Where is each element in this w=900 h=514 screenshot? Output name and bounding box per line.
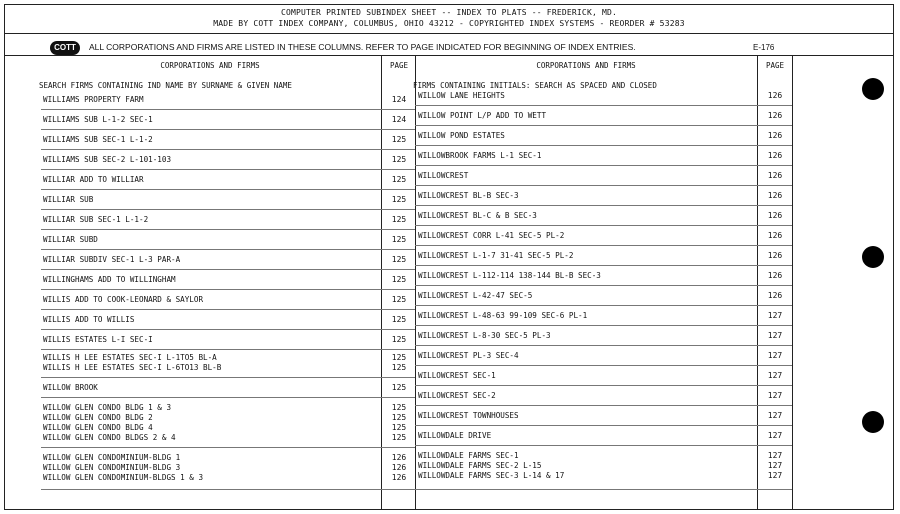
right-entry-page: 127	[767, 461, 783, 470]
left-entry-name: WILLIS H LEE ESTATES SEC-I L-6TO13 BL-B	[43, 363, 222, 372]
divider-middle	[415, 55, 416, 509]
left-entry-name: WILLOW GLEN CONDO BLDGS 2 & 4	[43, 433, 176, 442]
binder-hole-icon	[862, 411, 884, 433]
right-row-rule	[415, 105, 792, 106]
right-row-rule	[415, 345, 792, 346]
divider-left-page	[381, 55, 382, 509]
left-entry-page: 126	[391, 463, 407, 472]
left-entry-page: 124	[391, 115, 407, 124]
column-rule	[5, 55, 893, 56]
right-entry-name: WILLOWCREST BL-C & B SEC-3	[418, 211, 537, 220]
right-row-rule	[415, 425, 792, 426]
left-row-rule	[41, 129, 415, 130]
left-row-rule	[41, 269, 415, 270]
binder-hole-icon	[862, 78, 884, 100]
right-entry-page: 126	[767, 291, 783, 300]
left-entry-name: WILLIAR SUBDIV SEC-1 L-3 PAR-A	[43, 255, 181, 264]
left-entry-page: 125	[391, 175, 407, 184]
right-entry-name: WILLOW POND ESTATES	[418, 131, 505, 140]
left-entry-name: WILLIS ADD TO WILLIS	[43, 315, 135, 324]
left-entry-name: WILLIAR ADD TO WILLIAR	[43, 175, 144, 184]
right-entry-page: 127	[767, 371, 783, 380]
left-entry-page: 126	[391, 453, 407, 462]
left-entry-page: 125	[391, 155, 407, 164]
left-page-heading: PAGE	[389, 61, 409, 70]
right-entry-page: 127	[767, 331, 783, 340]
left-column-subheading: SEARCH FIRMS CONTAINING IND NAME BY SURNAME & GIVEN NAME	[39, 81, 292, 90]
left-entry-page: 125	[391, 383, 407, 392]
right-entry-name: WILLOWCREST CORR L-41 SEC-5 PL-2	[418, 231, 565, 240]
left-row-rule	[41, 397, 415, 398]
right-entry-page: 127	[767, 451, 783, 460]
right-entry-page: 126	[767, 231, 783, 240]
header-rule	[5, 33, 893, 34]
left-entry-page: 125	[391, 335, 407, 344]
left-row-rule	[41, 189, 415, 190]
left-column-heading: CORPORATIONS AND FIRMS	[160, 61, 260, 70]
right-column-heading: CORPORATIONS AND FIRMS	[536, 61, 636, 70]
right-entry-name: WILLOWBROOK FARMS L-1 SEC-1	[418, 151, 542, 160]
left-entry-name: WILLIS ADD TO COOK-LEONARD & SAYLOR	[43, 295, 204, 304]
right-entry-page: 126	[767, 171, 783, 180]
right-entry-name: WILLOW LANE HEIGHTS	[418, 91, 505, 100]
right-entry-name: WILLOWCREST L-48-63 99-109 SEC-6 PL-1	[418, 311, 588, 320]
right-entry-page: 126	[767, 151, 783, 160]
left-entry-page: 125	[391, 255, 407, 264]
left-row-rule	[41, 309, 415, 310]
instructions-notice: ALL CORPORATIONS AND FIRMS ARE LISTED IN THESE COLUMNS. REFER TO PAGE INDICATED FOR BEGINNING OF INDEX ENTRIES.	[89, 42, 636, 52]
left-entry-page: 126	[391, 473, 407, 482]
left-entry-page: 125	[391, 295, 407, 304]
left-entry-page: 125	[391, 315, 407, 324]
left-entry-name: WILLIS ESTATES L-I SEC-I	[43, 335, 153, 344]
right-entry-page: 126	[767, 111, 783, 120]
right-entry-name: WILLOWCREST L-1-7 31-41 SEC-5 PL-2	[418, 251, 574, 260]
left-entry-name: WILLOW GLEN CONDOMINIUM-BLDG 3	[43, 463, 181, 472]
left-row-rule	[41, 249, 415, 250]
right-entry-page: 127	[767, 431, 783, 440]
left-entry-page: 124	[391, 95, 407, 104]
right-entry-name: WILLOWCREST L-42-47 SEC-5	[418, 291, 533, 300]
right-entry-name: WILLOWCREST TOWNHOUSES	[418, 411, 519, 420]
right-row-rule	[415, 165, 792, 166]
right-row-rule	[415, 265, 792, 266]
left-row-rule	[41, 447, 415, 448]
right-entry-page: 126	[767, 251, 783, 260]
right-entry-name: WILLOWCREST BL-B SEC-3	[418, 191, 519, 200]
right-row-rule	[415, 405, 792, 406]
right-entry-page: 127	[767, 471, 783, 480]
left-row-rule	[41, 329, 415, 330]
right-entry-page: 126	[767, 131, 783, 140]
left-entry-name: WILLIAMS PROPERTY FARM	[43, 95, 144, 104]
left-entry-name: WILLIAMS SUB SEC-1 L-1-2	[43, 135, 153, 144]
left-entry-name: WILLIAR SUB SEC-1 L-1-2	[43, 215, 149, 224]
left-entry-page: 125	[391, 135, 407, 144]
left-row-rule	[41, 349, 415, 350]
right-entry-page: 127	[767, 411, 783, 420]
left-row-rule	[41, 109, 415, 110]
right-entry-name: WILLOWDALE FARMS SEC-3 L-14 & 17	[418, 471, 565, 480]
left-entry-name: WILLIAMS SUB L-1-2 SEC-1	[43, 115, 153, 124]
publisher-line: MADE BY COTT INDEX COMPANY, COLUMBUS, OHIO 43212 - COPYRIGHTED INDEX SYSTEMS - REORDER # 53283	[213, 19, 685, 28]
right-row-rule	[415, 125, 792, 126]
right-entry-name: WILLOWCREST L-8-30 SEC-5 PL-3	[418, 331, 551, 340]
left-entry-page: 125	[391, 423, 407, 432]
divider-right-page	[757, 55, 758, 509]
right-entry-name: WILLOWCREST PL-3 SEC-4	[418, 351, 519, 360]
right-entry-name: WILLOW POINT L/P ADD TO WETT	[418, 111, 547, 120]
left-entry-name: WILLIAR SUB	[43, 195, 94, 204]
right-row-rule	[415, 445, 792, 446]
right-row-rule	[415, 365, 792, 366]
right-entry-page: 126	[767, 191, 783, 200]
right-entry-name: WILLOWDALE FARMS SEC-1	[418, 451, 519, 460]
sheet-number: E-176	[753, 43, 775, 52]
right-entry-page: 127	[767, 311, 783, 320]
left-row-rule	[41, 229, 415, 230]
right-entry-page: 127	[767, 351, 783, 360]
left-entry-page: 125	[391, 363, 407, 372]
right-entry-name: WILLOWDALE FARMS SEC-2 L-15	[418, 461, 542, 470]
left-entry-name: WILLOW BROOK	[43, 383, 98, 392]
right-entry-page: 126	[767, 211, 783, 220]
left-row-rule	[41, 377, 415, 378]
left-entry-page: 125	[391, 403, 407, 412]
right-row-rule	[415, 205, 792, 206]
right-row-rule	[415, 325, 792, 326]
right-entry-name: WILLOWCREST	[418, 171, 469, 180]
sheet-title: COMPUTER PRINTED SUBINDEX SHEET -- INDEX TO PLATS -- FREDERICK, MD.	[280, 8, 618, 17]
right-row-rule	[415, 245, 792, 246]
left-entry-name: WILLOW GLEN CONDOMINIUM-BLDG 1	[43, 453, 181, 462]
right-row-rule	[415, 225, 792, 226]
left-entry-name: WILLOW GLEN CONDO BLDG 1 & 3	[43, 403, 172, 412]
divider-margin	[792, 55, 793, 509]
right-row-rule	[415, 489, 792, 490]
right-row-rule	[415, 185, 792, 186]
left-entry-name: WILLINGHAMS ADD TO WILLINGHAM	[43, 275, 176, 284]
left-row-rule	[41, 289, 415, 290]
left-entry-page: 125	[391, 433, 407, 442]
right-entry-name: WILLOWCREST L-112-114 138-144 BL-B SEC-3	[418, 271, 601, 280]
left-row-rule	[41, 169, 415, 170]
right-entry-page: 126	[767, 91, 783, 100]
right-entry-name: WILLOWCREST SEC-2	[418, 391, 496, 400]
right-page-heading: PAGE	[765, 61, 785, 70]
binder-hole-icon	[862, 246, 884, 268]
left-entry-name: WILLOW GLEN CONDO BLDG 4	[43, 423, 153, 432]
cott-logo: COTT	[50, 41, 80, 55]
left-entry-page: 125	[391, 413, 407, 422]
left-entry-name: WILLOW GLEN CONDOMINIUM-BLDGS 1 & 3	[43, 473, 204, 482]
left-row-rule	[41, 149, 415, 150]
left-entry-name: WILLOW GLEN CONDO BLDG 2	[43, 413, 153, 422]
right-row-rule	[415, 145, 792, 146]
left-entry-page: 125	[391, 195, 407, 204]
left-row-rule	[41, 489, 415, 490]
right-row-rule	[415, 385, 792, 386]
left-entry-page: 125	[391, 275, 407, 284]
right-entry-name: WILLOWCREST SEC-1	[418, 371, 496, 380]
right-entry-page: 127	[767, 391, 783, 400]
right-column-subheading: FIRMS CONTAINING INITIALS: SEARCH AS SPACED AND CLOSED	[413, 81, 657, 90]
right-row-rule	[415, 285, 792, 286]
index-sheet	[4, 4, 894, 510]
left-entry-page: 125	[391, 215, 407, 224]
left-entry-page: 125	[391, 235, 407, 244]
left-entry-name: WILLIAMS SUB SEC-2 L-101-103	[43, 155, 172, 164]
left-entry-name: WILLIS H LEE ESTATES SEC-I L-1TO5 BL-A	[43, 353, 217, 362]
left-entry-page: 125	[391, 353, 407, 362]
right-entry-page: 126	[767, 271, 783, 280]
left-row-rule	[41, 209, 415, 210]
right-row-rule	[415, 305, 792, 306]
left-entry-name: WILLIAR SUBD	[43, 235, 98, 244]
right-entry-name: WILLOWDALE DRIVE	[418, 431, 492, 440]
